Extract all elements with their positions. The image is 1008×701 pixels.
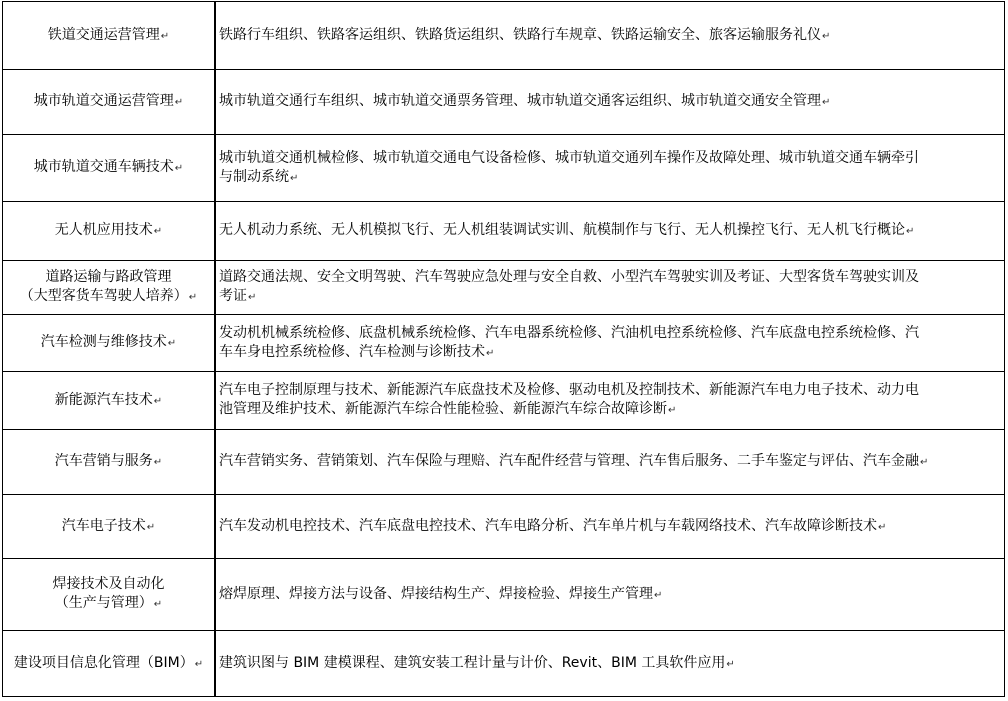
major-name-text: 道路运输与路政管理 [45, 269, 172, 285]
major-name-text: 建设项目信息化管理（BIM） [13, 654, 194, 671]
table-row [3, 135, 1005, 202]
paragraph-mark-icon: ↵ [878, 521, 887, 533]
major-name-line [7, 391, 210, 411]
courses-cell [215, 495, 1005, 559]
courses-line [219, 517, 1004, 537]
table-body [3, 2, 1005, 697]
table-row [3, 70, 1005, 135]
courses-line [219, 381, 1004, 400]
courses-text: 与制动系统 [219, 168, 289, 185]
paragraph-mark-icon: ↵ [486, 347, 495, 359]
courses-text: 道路交通法规、安全文明驾驶、汽车驾驶应急处理与安全自救、小型汽车驾驶实训及考证、大型客货车驾驶实训及 [219, 269, 919, 285]
courses-line [219, 92, 1004, 112]
courses-text: 铁路行车组织、铁路客运组织、铁路货运组织、铁路行车规章、铁路运输安全、旅客运输服务礼仪 [219, 26, 821, 43]
major-name-text: 城市轨道交通车辆技术 [33, 159, 174, 175]
courses-cell [215, 2, 1005, 70]
paragraph-mark-icon: ↵ [822, 30, 831, 42]
major-name-cell [3, 430, 216, 495]
courses-line [219, 343, 1004, 363]
paragraph-mark-icon: ↵ [194, 658, 204, 670]
paragraph-mark-icon: ↵ [153, 457, 163, 468]
paragraph-mark-icon: ↵ [146, 521, 156, 533]
courses-cell [215, 559, 1005, 631]
major-name-line [7, 594, 210, 614]
major-name-text: 汽车营销与服务 [54, 453, 153, 469]
major-name-line [7, 287, 210, 307]
courses-line [219, 149, 1004, 168]
courses-text: 汽车电子控制原理与技术、新能源汽车底盘技术及检修、驱动电机及控制技术、新能源汽车电力电子技术、动力电 [219, 382, 919, 398]
paragraph-mark-icon: ↵ [153, 395, 163, 407]
table-row [3, 495, 1005, 559]
courses-text: 汽车发动机电控技术、汽车底盘电控技术、汽车电路分析、汽车单片机与车载网络技术、汽车故障诊断技术 [219, 517, 877, 534]
courses-cell [215, 202, 1005, 261]
major-name-cell [3, 2, 216, 70]
table-row [3, 559, 1005, 631]
courses-cell [215, 135, 1005, 202]
major-name-text: 新能源汽车技术 [54, 391, 153, 408]
courses-cell [215, 631, 1005, 697]
paragraph-mark-icon: ↵ [822, 97, 831, 108]
paragraph-mark-icon: ↵ [153, 599, 163, 610]
courses-text: 池管理及维护技术、新能源汽车综合性能检验、新能源汽车综合故障诊断 [219, 401, 667, 417]
major-name-line [7, 92, 210, 112]
major-name-line [7, 268, 210, 287]
major-name-line [7, 26, 210, 46]
courses-line [219, 452, 1004, 472]
courses-line [219, 268, 1004, 287]
courses-line [219, 287, 1004, 307]
majors-courses-table [2, 1, 1005, 697]
courses-text: 汽车营销实务、营销策划、汽车保险与理赔、汽车配件经营与管理、汽车售后服务、二手车鉴定与评估、汽车金融 [219, 453, 919, 469]
courses-text: 城市轨道交通行车组织、城市轨道交通票务管理、城市轨道交通客运组织、城市轨道交通安全管理 [219, 93, 821, 109]
table-row [3, 2, 1005, 70]
paragraph-mark-icon: ↵ [160, 30, 170, 42]
courses-line [219, 654, 1004, 674]
courses-text: 城市轨道交通机械检修、城市轨道交通电气设备检修、城市轨道交通列车操作及故障处理、城市轨道交通车辆牵引 [219, 149, 919, 166]
courses-text: 发动机机械系统检修、底盘机械系统检修、汽车电器系统检修、汽油机电控系统检修、汽车底盘电控系统检修、汽 [219, 324, 919, 341]
courses-line [219, 221, 1004, 241]
courses-cell [215, 372, 1005, 430]
table-row [3, 315, 1005, 372]
major-name-cell [3, 135, 216, 202]
table-row [3, 430, 1005, 495]
courses-line [219, 26, 1004, 46]
major-name-line [7, 654, 210, 674]
major-name-line [7, 158, 210, 178]
major-name-cell [3, 261, 216, 315]
major-name-text: 焊接技术及自动化 [52, 576, 165, 592]
major-name-text: 铁道交通运营管理 [47, 26, 160, 43]
major-name-text: （生产与管理） [54, 595, 153, 611]
paragraph-mark-icon: ↵ [174, 163, 184, 174]
paragraph-mark-icon: ↵ [668, 405, 677, 416]
major-name-line [7, 575, 210, 594]
paragraph-mark-icon: ↵ [174, 97, 184, 108]
paragraph-mark-icon: ↵ [153, 226, 163, 237]
courses-text: 无人机动力系统、无人机模拟飞行、无人机组装调试实训、航模制作与飞行、无人机操控飞行、无人机飞行概论 [219, 222, 905, 238]
courses-line [219, 324, 1004, 343]
major-name-text: 汽车电子技术 [61, 517, 146, 534]
major-name-line [7, 452, 210, 472]
courses-cell [215, 315, 1005, 372]
major-name-cell [3, 495, 216, 559]
paragraph-mark-icon: ↵ [906, 226, 915, 237]
major-name-line [7, 517, 210, 537]
paragraph-mark-icon: ↵ [654, 589, 663, 601]
major-name-text: 城市轨道交通运营管理 [33, 93, 174, 109]
courses-line [219, 585, 1004, 605]
paragraph-mark-icon: ↵ [920, 457, 929, 468]
major-name-text: （大型客货车驾驶人培养） [19, 288, 188, 304]
major-name-cell [3, 315, 216, 372]
courses-text: 车车身电控系统检修、汽车检测与诊断技术 [219, 343, 485, 360]
major-name-text: 无人机应用技术 [54, 222, 153, 238]
courses-text: 建筑识图与 BIM 建模课程、建筑安装工程计量与计价、Revit、BIM 工具软件应用 [219, 654, 726, 671]
table-row [3, 631, 1005, 697]
table-row [3, 372, 1005, 430]
major-name-cell [3, 631, 216, 697]
table-row [3, 261, 1005, 315]
major-name-line [7, 221, 210, 241]
major-name-cell [3, 372, 216, 430]
paragraph-mark-icon: ↵ [188, 292, 198, 303]
major-name-cell [3, 559, 216, 631]
major-name-cell [3, 202, 216, 261]
courses-line [219, 168, 1004, 188]
courses-cell [215, 430, 1005, 495]
paragraph-mark-icon: ↵ [290, 172, 299, 184]
table-row [3, 202, 1005, 261]
courses-text: 考证 [219, 288, 247, 304]
courses-cell [215, 70, 1005, 135]
courses-text: 熔焊原理、焊接方法与设备、焊接结构生产、焊接检验、焊接生产管理 [219, 585, 653, 602]
major-name-cell [3, 70, 216, 135]
major-name-line [7, 333, 210, 353]
courses-line [219, 400, 1004, 420]
major-name-text: 汽车检测与维修技术 [40, 334, 167, 350]
paragraph-mark-icon: ↵ [248, 292, 257, 303]
paragraph-mark-icon: ↵ [726, 658, 735, 670]
courses-cell [215, 261, 1005, 315]
paragraph-mark-icon: ↵ [167, 338, 177, 349]
